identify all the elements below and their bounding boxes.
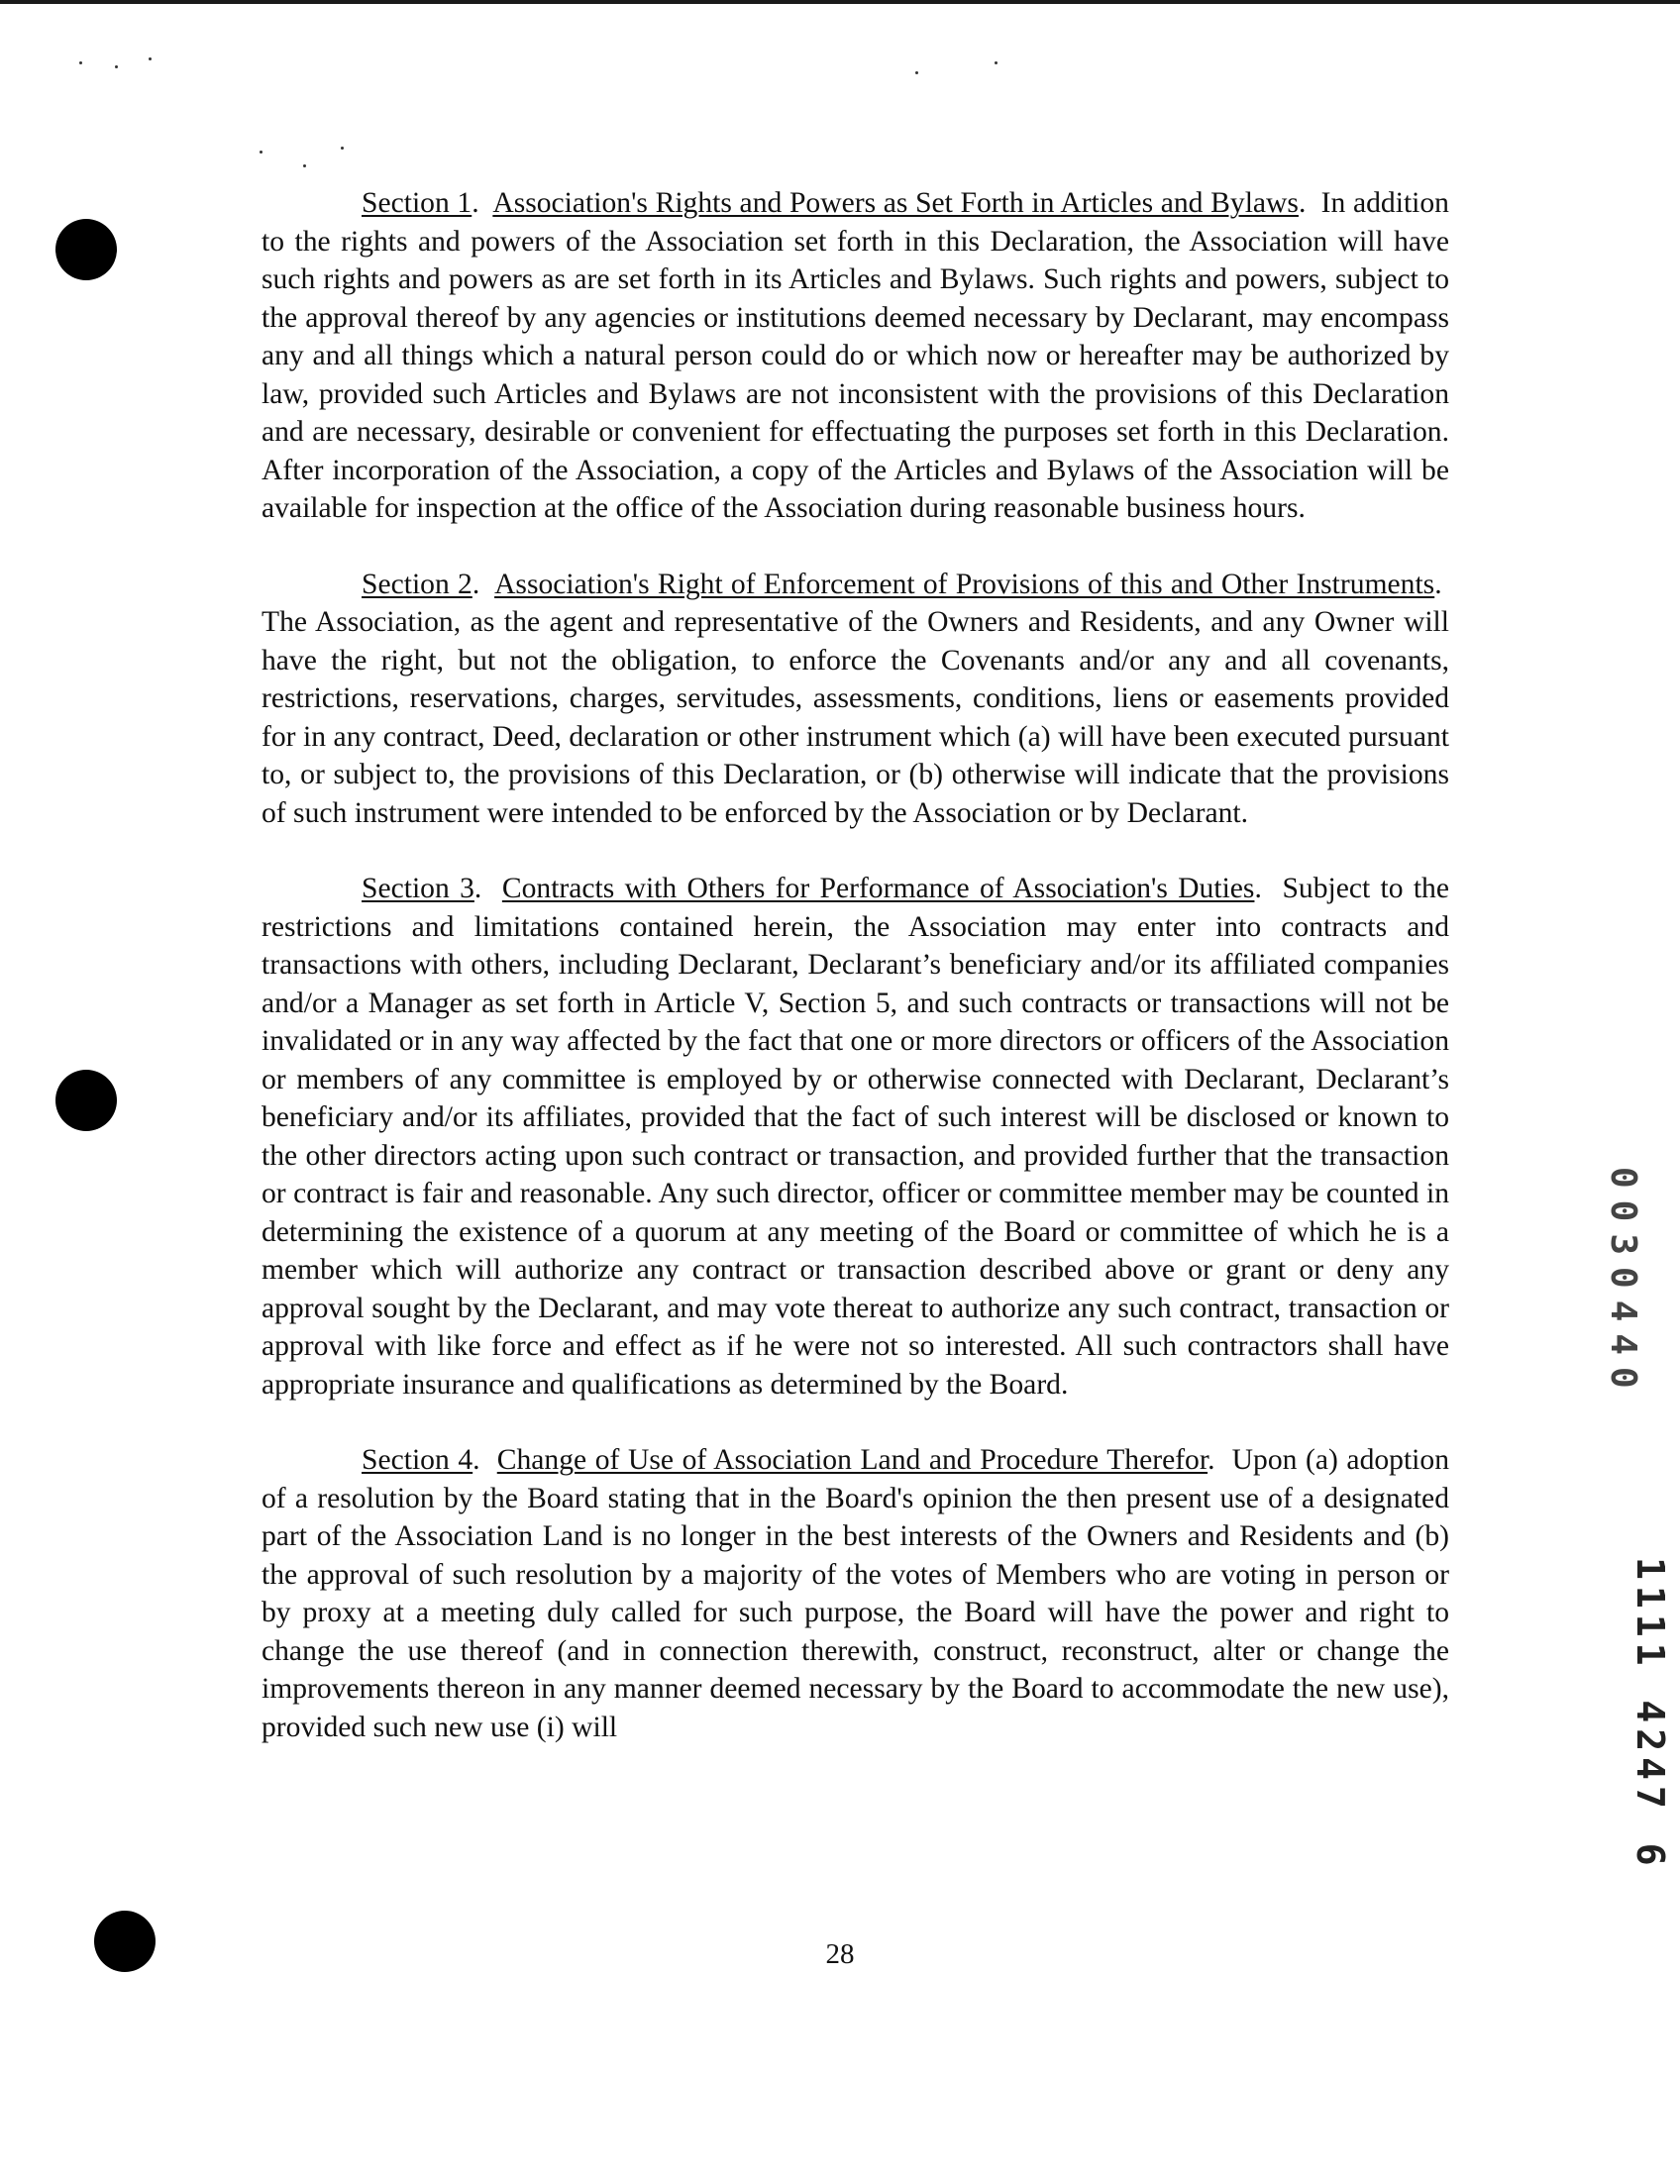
scan-top-edge — [0, 0, 1680, 4]
punch-hole-middle — [55, 1070, 117, 1131]
page-number: 28 — [825, 1938, 855, 1970]
section-4: Section 4. Change of Use of Association Land and Procedure Therefor. Upon (a) adoption of a resolution by the Board stating that in the Board's opinion the then present use of a designated part of the Association Land is no longer in the best interests of the Owners and Residents and (b) the approval of such resolution by a majority of the votes of Members who are voting in person or by proxy at a meeting duly called for such purpose, the Board will have the power and right to change the use thereof (and in connection therewith, construct, reconstruct, alter or change the improvements thereon in any manner deemed necessary by the Board to accommodate the new use), provided such new use (i) will — [262, 1444, 1449, 1743]
section-body: The Association, as the agent and representative of the Owners and Residents, and any Owner will have the right, but not the obligation, to enforce the Covenants and/or any and all covenants, restrictions, reservations, charges, servitudes, assessments, conditions, liens or easements provided for in any contract, Deed, declaration or other instrument which (a) will have been executed pursuant to, or subject to, the provisions of this Declaration, or (b) otherwise will indicate that the provisions of such instrument were intended to be enforced by the Association or by Declarant. — [262, 606, 1449, 829]
section-title: Change of Use of Association Land and Procedure Therefor — [496, 1444, 1208, 1476]
document-body — [262, 184, 1449, 1784]
scan-speck — [115, 65, 118, 68]
section-2: Section 2. Association's Right of Enforcement of Provisions of this and Other Instruments. The Association, as the agent and representative of the Owners and Residents, and any Owner will have the right, but not the obligation, to enforce the Covenants and/or any and all covenants, restrictions, reservations, charges, servitudes, assessments, conditions, liens or easements provided for in any contract, Deed, declaration or other instrument which (a) will have been executed pursuant to, or subject to, the provisions of this Declaration, or (b) otherwise will indicate that the provisions of such instrument were intended to be enforced by the Association or by Declarant. — [262, 568, 1449, 829]
book-page-stamp: 1111 4247 6 — [1628, 1557, 1672, 1872]
scan-speck — [341, 147, 344, 150]
document-number-stamp: 0030440 — [1603, 1167, 1643, 1401]
section-title: Association's Rights and Powers as Set Forth in Articles and Bylaws — [492, 187, 1299, 219]
section-number: Section 1 — [362, 187, 472, 219]
section-number: Section 2 — [362, 568, 472, 600]
scan-speck — [995, 61, 998, 64]
scan-speck — [79, 61, 82, 64]
scan-speck — [303, 164, 306, 167]
section-1: Section 1. Association's Rights and Powers as Set Forth in Articles and Bylaws. In addition to the rights and powers of the Association set forth in this Declaration, the Association will have such rights and powers as are set forth in its Articles and Bylaws. Such rights and powers, subject to the approval thereof by any agencies or institutions deemed necessary by Declarant, may encompass any and all things which a natural person could do or which now or hereafter may be authorized by law, provided such Articles and Bylaws are not inconsistent with the provisions of this Declaration and are necessary, desirable or convenient for effectuating the purposes set forth in this Declaration. After incorporation of the Association, a copy of the Articles and Bylaws of the Association will be available for inspection at the office of the Association during reasonable business hours. — [262, 187, 1449, 524]
section-body: Subject to the restrictions and limitations contained herein, the Association may enter into contracts and transactions with others, including Declarant, Declarant’s beneficiary and/or its affiliated companies and/or a Manager as set forth in Article V, Section 5, and such contracts or transactions will not be invalidated or in any way affected by the fact that one or more directors or officers of the Association or members of any committee is employed by or otherwise connected with Declarant, Declarant’s beneficiary and/or its affiliates, provided that the fact of such interest will be disclosed or known to the other directors acting upon such contract or transaction, and provided further that the transaction or contract is fair and reasonable. Any such director, officer or committee member may be counted in determining the existence of a quorum at any meeting of the Board or committee of which he is a member which will authorize any contract or transaction described above or grant or deny any approval sought by the Declarant, and may vote thereat to authorize any such contract, transaction or approval with like force and effect as if he were not so interested. All such contractors shall have appropriate insurance and qualifications as determined by the Board. — [262, 873, 1449, 1401]
section-number: Section 4 — [362, 1444, 473, 1476]
scan-speck — [260, 151, 262, 154]
section-body: Upon (a) adoption of a resolution by the Board stating that in the Board's opinion the then present use of a designated part of the Association Land is no longer in the best interests of the Owners and Residents and (b) the approval of such resolution by a majority of the votes of Members who are voting in person or by proxy at a meeting duly called for such purpose, the Board will have the power and right to change the use thereof (and in connection therewith, construct, reconstruct, alter or change the improvements thereon in any manner deemed necessary by the Board to accommodate the new use), provided such new use (i) will — [262, 1444, 1449, 1743]
punch-hole-top — [55, 219, 117, 280]
scan-speck — [915, 71, 918, 74]
section-body: In addition to the rights and powers of the Association set forth in this Declaration, the Association will have such rights and powers as are set forth in its Articles and Bylaws. Such rights and powers, subject to the approval thereof by any agencies or institutions deemed necessary by Declarant, may encompass any and all things which a natural person could do or which now or hereafter may be authorized by law, provided such Articles and Bylaws are not inconsistent with the provisions of this Declaration and are necessary, desirable or convenient for effectuating the purposes set forth in this Declaration. After incorporation of the Association, a copy of the Articles and Bylaws of the Association will be available for inspection at the office of the Association during reasonable business hours. — [262, 187, 1449, 524]
section-title: Association's Right of Enforcement of Provisions of this and Other Instruments — [494, 568, 1435, 600]
scan-speck — [149, 57, 152, 60]
section-title: Contracts with Others for Performance of Association's Duties — [501, 873, 1255, 904]
section-number: Section 3 — [362, 873, 474, 904]
section-3: Section 3. Contracts with Others for Performance of Association's Duties. Subject to the restrictions and limitations contained herein, the Association may enter into contracts and transactions with others, including Declarant, Declarant’s beneficiary and/or its affiliated companies and/or a Manager as set forth in Article V, Section 5, and such contracts or transactions will not be invalidated or in any way affected by the fact that one or more directors or officers of the Association or members of any committee is employed by or otherwise connected with Declarant, Declarant’s beneficiary and/or its affiliates, provided that the fact of such interest will be disclosed or known to the other directors acting upon such contract or transaction, and provided further that the transaction or contract is fair and reasonable. Any such director, officer or committee member may be counted in determining the existence of a quorum at any meeting of the Board or committee of which he is a member which will authorize any contract or transaction described above or grant or deny any approval sought by the Declarant, and may vote thereat to authorize any such contract, transaction or approval with like force and effect as if he were not so interested. All such contractors shall have appropriate insurance and qualifications as determined by the Board. — [262, 873, 1449, 1401]
